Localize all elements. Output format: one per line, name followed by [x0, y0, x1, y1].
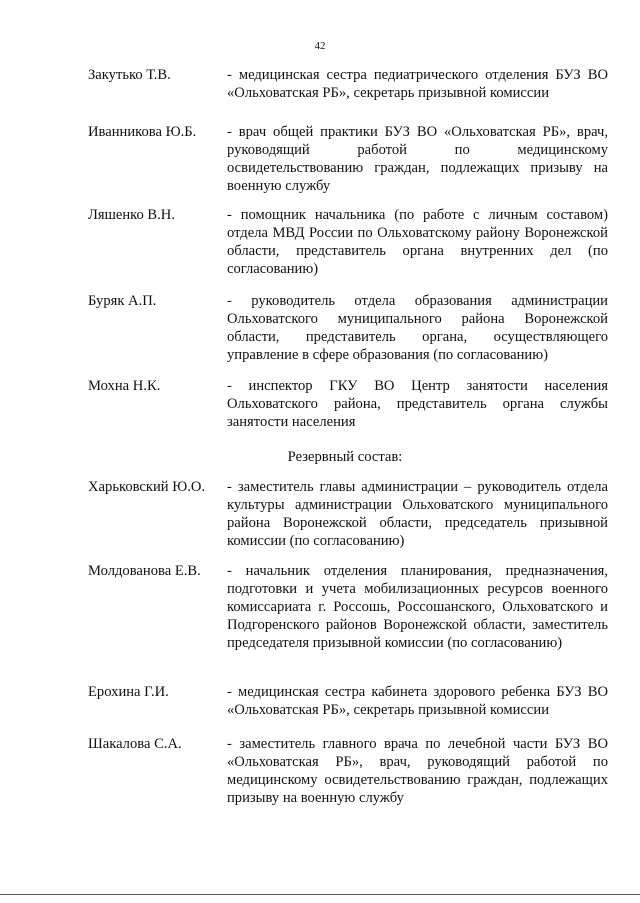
member-description: - медицинская сестра кабинета здорового ребенка БУЗ ВО «Ольховатская РБ», секретарь призывной комиссии	[227, 684, 608, 718]
member-name: Ерохина Г.И.	[88, 684, 169, 700]
member-description: - инспектор ГКУ ВО Центр занятости населения Ольховатского района, представитель органа службы занятости населения	[227, 378, 608, 430]
member-name: Закутько Т.В.	[88, 67, 171, 83]
member-name: Мохна Н.К.	[88, 378, 161, 394]
member-entry	[88, 123, 608, 195]
member-name: Буряк А.П.	[88, 293, 157, 309]
reserve-member-entry	[88, 478, 608, 550]
member-description: - помощник начальника (по работе с личным составом) отдела МВД России по Ольховатскому району Воронежской области, представитель органа внутренних дел (по согласованию)	[227, 207, 608, 277]
reserve-member-entry	[88, 562, 608, 652]
member-description: - врач общей практики БУЗ ВО «Ольховатская РБ», врач, руководящий работой по медицинскому освидетельствованию граждан, подлежащих призыву на военную службу	[227, 124, 608, 194]
member-name: Шакалова С.А.	[88, 736, 182, 752]
member-entry	[88, 292, 608, 364]
page-bottom-rule	[0, 894, 640, 895]
member-entry	[88, 66, 608, 102]
member-name: Харьковский Ю.О.	[88, 479, 206, 495]
member-name: Иванникова Ю.Б.	[88, 124, 197, 140]
member-description: - медицинская сестра педиатрического отделения БУЗ ВО «Ольховатская РБ», секретарь призывной комиссии	[227, 67, 608, 101]
reserve-member-entry	[88, 683, 608, 719]
member-name: Ляшенко В.Н.	[88, 207, 175, 223]
member-description: - заместитель главы администрации – руководитель отдела культуры администрации Ольховатского муниципального района Воронежской области, председатель призывной комиссии (по согласованию)	[227, 479, 608, 549]
member-description: - заместитель главного врача по лечебной части БУЗ ВО «Ольховатская РБ», врач, руководящий работой по медицинскому освидетельствованию граждан, подлежащих призыву на военную службу	[227, 736, 608, 806]
member-entry	[88, 377, 608, 431]
member-description: - руководитель отдела образования администрации Ольховатского муниципального района Воронежской области, представитель органа, осуществляющего управление в сфере образования (по согласованию)	[227, 293, 608, 363]
member-name: Молдованова Е.В.	[88, 563, 201, 579]
reserve-heading: Резервный состав:	[287, 449, 403, 465]
member-description: - начальник отделения планирования, предназначения, подготовки и учета мобилизационных ресурсов военного комиссариата г. Россошь, Россошанского, Ольховатского и Подгоренского районов Воронежской области, заместитель председателя призывной комиссии (по согласованию)	[227, 563, 608, 651]
reserve-member-entry	[88, 735, 608, 807]
member-entry	[88, 206, 608, 278]
page-number: 42	[314, 40, 326, 52]
